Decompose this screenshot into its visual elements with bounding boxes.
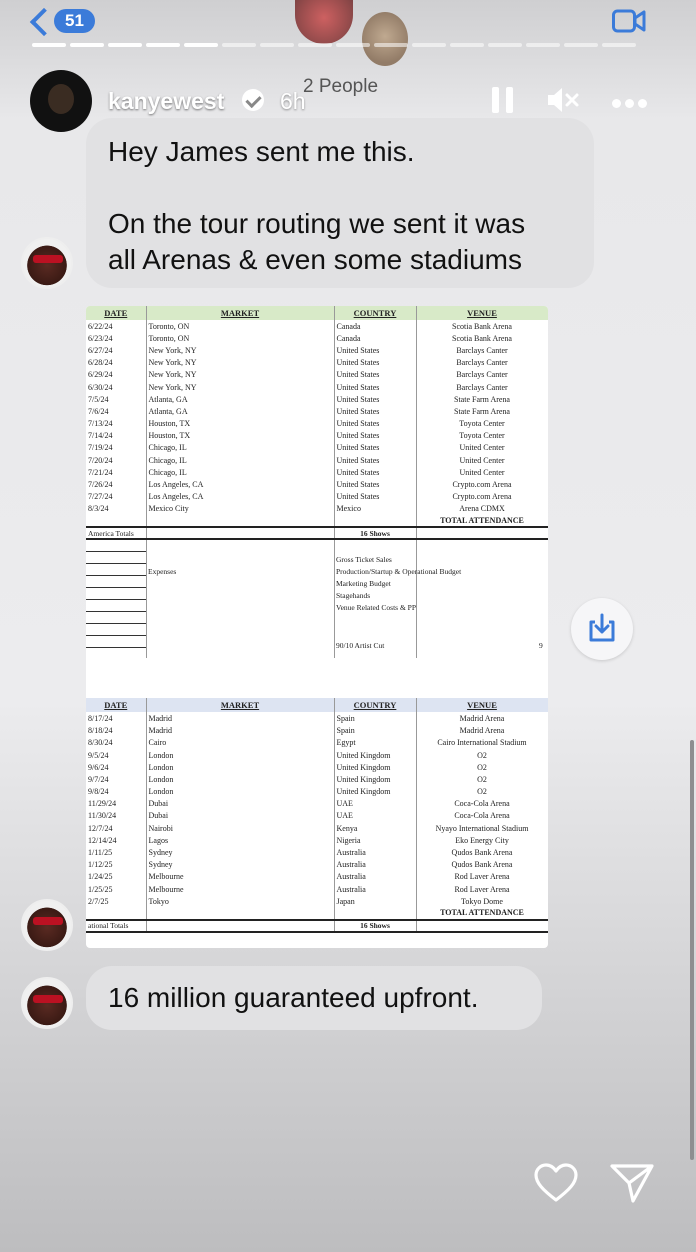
country-cell: Spain (334, 725, 416, 737)
table-row (86, 834, 548, 846)
mute-icon[interactable] (546, 85, 580, 115)
date-cell: 9/8/24 (86, 786, 146, 798)
date-cell: 7/26/24 (86, 478, 146, 490)
market-cell: Sydney (146, 846, 334, 858)
table-row (86, 503, 548, 515)
sender-avatar[interactable] (21, 237, 73, 289)
venue-cell: Barclays Canter (416, 381, 548, 393)
market-cell: London (146, 773, 334, 785)
col-header-country: COUNTRY (334, 698, 416, 712)
venue-cell: Cairo International Stadium (416, 737, 548, 749)
date-cell: 9/6/24 (86, 761, 146, 773)
date-cell: 11/30/24 (86, 810, 146, 822)
table-row (86, 846, 548, 858)
country-cell: United States (334, 405, 416, 417)
venue-cell: Qudos Bank Arena (416, 859, 548, 871)
market-cell: Madrid (146, 725, 334, 737)
col-header-date: DATE (86, 306, 146, 320)
expense-item: Production/Startup & Operational Budget (336, 567, 462, 577)
date-cell: 7/19/24 (86, 442, 146, 454)
venue-cell: State Farm Arena (416, 393, 548, 405)
col-header-venue: VENUE (416, 306, 548, 320)
table-row (86, 357, 548, 369)
sender-avatar[interactable] (21, 977, 73, 1029)
country-cell: United States (334, 369, 416, 381)
table-row (86, 773, 548, 785)
table-row (86, 332, 548, 344)
market-cell: London (146, 786, 334, 798)
send-icon[interactable] (609, 1162, 655, 1204)
totals-label: ational Totals (86, 920, 146, 932)
col-header-market: MARKET (146, 698, 334, 712)
date-cell: 7/20/24 (86, 454, 146, 466)
country-cell: United Kingdom (334, 773, 416, 785)
north-america-table (86, 306, 548, 540)
table-row (86, 430, 548, 442)
market-cell: New York, NY (146, 369, 334, 381)
country-cell: Canada (334, 332, 416, 344)
message-text: Hey James sent me this. (108, 136, 415, 167)
table-row (86, 895, 548, 907)
venue-cell: United Center (416, 466, 548, 478)
totals-label: America Totals (86, 527, 146, 539)
venue-cell: Coca-Cola Arena (416, 810, 548, 822)
message-text: 16 million guaranteed upfront. (108, 982, 479, 1013)
table-row (86, 749, 548, 761)
venue-cell: Rod Laver Arena (416, 883, 548, 895)
message-text: On the tour routing we sent it was (108, 208, 526, 239)
date-cell: 6/30/24 (86, 381, 146, 393)
progress-segment (70, 43, 104, 47)
col-header-market: MARKET (146, 306, 334, 320)
country-cell: Egypt (334, 737, 416, 749)
table-row (86, 418, 548, 430)
international-table (86, 698, 548, 932)
table-row (86, 737, 548, 749)
country-cell: United States (334, 491, 416, 503)
date-cell: 1/12/25 (86, 859, 146, 871)
date-cell: 7/13/24 (86, 418, 146, 430)
expenses-label: Expenses (148, 567, 177, 577)
table-row (86, 871, 548, 883)
market-cell: Chicago, IL (146, 454, 334, 466)
date-cell: 11/29/24 (86, 798, 146, 810)
sender-avatar[interactable] (21, 899, 73, 951)
expense-items (336, 554, 461, 614)
date-cell: 7/27/24 (86, 491, 146, 503)
country-cell: United States (334, 454, 416, 466)
market-cell: New York, NY (146, 357, 334, 369)
venue-cell: Barclays Canter (416, 369, 548, 381)
date-cell: 7/5/24 (86, 393, 146, 405)
table-row (86, 883, 548, 895)
artist-cut-label: 90/10 Artist Cut (336, 641, 385, 651)
chevron-left-icon (28, 6, 48, 36)
date-cell: 2/7/25 (86, 895, 146, 907)
country-cell: Mexico (334, 503, 416, 515)
country-cell: Canada (334, 320, 416, 332)
country-cell: UAE (334, 798, 416, 810)
progress-segment (108, 43, 142, 47)
country-cell: Nigeria (334, 834, 416, 846)
table-row (86, 320, 548, 332)
market-cell: London (146, 761, 334, 773)
venue-cell: Madrid Arena (416, 712, 548, 724)
table-row (86, 798, 548, 810)
progress-segment (374, 43, 408, 47)
progress-segment (602, 43, 636, 47)
country-cell: Australia (334, 883, 416, 895)
progress-segment (564, 43, 598, 47)
progress-segment (450, 43, 484, 47)
market-cell: Houston, TX (146, 430, 334, 442)
expense-item: Stagehands (336, 591, 371, 601)
date-cell: 9/5/24 (86, 749, 146, 761)
market-cell: Lagos (146, 834, 334, 846)
video-call-icon[interactable] (612, 8, 646, 34)
heart-icon[interactable] (533, 1162, 579, 1204)
total-attendance-label: TOTAL ATTENDANCE (416, 515, 548, 527)
progress-segment (336, 43, 370, 47)
venue-cell: United Center (416, 454, 548, 466)
country-cell: United Kingdom (334, 749, 416, 761)
market-cell: Mexico City (146, 503, 334, 515)
username[interactable]: kanyewest (108, 88, 225, 114)
market-cell: Houston, TX (146, 418, 334, 430)
venue-cell: Arena CDMX (416, 503, 548, 515)
country-cell: UAE (334, 810, 416, 822)
market-cell: Madrid (146, 712, 334, 724)
message-bubble[interactable] (86, 966, 542, 1030)
venue-cell: Qudos Bank Arena (416, 846, 548, 858)
country-cell: United Kingdom (334, 786, 416, 798)
progress-segment (222, 43, 256, 47)
shows-count: 16 Shows (334, 527, 416, 539)
country-cell: United States (334, 418, 416, 430)
table-row (86, 491, 548, 503)
venue-cell: Scotia Bank Arena (416, 332, 548, 344)
market-cell: Dubai (146, 798, 334, 810)
country-cell: Spain (334, 712, 416, 724)
country-cell: United States (334, 466, 416, 478)
progress-segment (412, 43, 446, 47)
date-cell: 6/27/24 (86, 344, 146, 356)
country-cell: United States (334, 430, 416, 442)
date-cell: 6/23/24 (86, 332, 146, 344)
country-cell: United Kingdom (334, 761, 416, 773)
venue-cell: O2 (416, 749, 548, 761)
col-header-country: COUNTRY (334, 306, 416, 320)
country-cell: Australia (334, 846, 416, 858)
col-header-date: DATE (86, 698, 146, 712)
date-cell: 7/6/24 (86, 405, 146, 417)
market-cell: London (146, 749, 334, 761)
back-button[interactable] (28, 6, 95, 36)
venue-cell: Tokyo Dome (416, 895, 548, 907)
shared-image-tour-spreadsheet[interactable] (86, 306, 548, 948)
shows-count: 16 Shows (334, 920, 416, 932)
venue-cell: Toyota Center (416, 418, 548, 430)
date-cell: 1/25/25 (86, 883, 146, 895)
venue-cell: Scotia Bank Arena (416, 320, 548, 332)
market-cell: Tokyo (146, 895, 334, 907)
date-cell: 8/18/24 (86, 725, 146, 737)
date-cell: 1/11/25 (86, 846, 146, 858)
market-cell: Dubai (146, 810, 334, 822)
unread-count-badge: 51 (54, 9, 95, 33)
venue-cell: O2 (416, 761, 548, 773)
date-cell: 6/28/24 (86, 357, 146, 369)
country-cell: Kenya (334, 822, 416, 834)
venue-cell: Rod Laver Arena (416, 871, 548, 883)
venue-cell: O2 (416, 773, 548, 785)
date-cell: 8/3/24 (86, 503, 146, 515)
market-cell: New York, NY (146, 381, 334, 393)
venue-cell: Barclays Canter (416, 357, 548, 369)
table-row (86, 344, 548, 356)
scrollbar[interactable] (690, 740, 694, 1160)
market-cell: Melbourne (146, 883, 334, 895)
venue-cell: Crypto.com Arena (416, 491, 548, 503)
table-row (86, 454, 548, 466)
date-cell: 12/7/24 (86, 822, 146, 834)
progress-segment (526, 43, 560, 47)
date-cell: 6/29/24 (86, 369, 146, 381)
progress-segment (488, 43, 522, 47)
venue-cell: Barclays Canter (416, 344, 548, 356)
table-row (86, 393, 548, 405)
market-cell: Chicago, IL (146, 442, 334, 454)
market-cell: Los Angeles, CA (146, 478, 334, 490)
country-cell: Australia (334, 859, 416, 871)
save-image-button[interactable] (571, 598, 633, 660)
market-cell: Sydney (146, 859, 334, 871)
message-text: all Arenas & even some stadiums (108, 244, 522, 275)
expense-item: Gross Ticket Sales (336, 555, 392, 565)
table-row (86, 381, 548, 393)
market-cell: Cairo (146, 737, 334, 749)
country-cell: Japan (334, 895, 416, 907)
group-avatar[interactable] (295, 0, 353, 44)
table-row (86, 859, 548, 871)
progress-segment (146, 43, 180, 47)
table-row (86, 761, 548, 773)
col-header-venue: VENUE (416, 698, 548, 712)
market-cell: Melbourne (146, 871, 334, 883)
table-row (86, 442, 548, 454)
country-cell: United States (334, 478, 416, 490)
people-count: 2 People (303, 76, 379, 97)
table-row (86, 466, 548, 478)
country-cell: United States (334, 344, 416, 356)
country-cell: United States (334, 381, 416, 393)
country-cell: Australia (334, 871, 416, 883)
message-bubble[interactable] (86, 118, 594, 288)
market-cell: Atlanta, GA (146, 405, 334, 417)
table-row (86, 712, 548, 724)
story-progress-bar (32, 43, 636, 47)
country-cell: United States (334, 393, 416, 405)
top-bar (0, 0, 696, 60)
country-cell: United States (334, 442, 416, 454)
market-cell: Los Angeles, CA (146, 491, 334, 503)
post-time: 6h (280, 88, 306, 114)
total-attendance-label: TOTAL ATTENDANCE (416, 907, 548, 919)
progress-segment (298, 43, 332, 47)
date-cell: 8/17/24 (86, 712, 146, 724)
date-cell: 12/14/24 (86, 834, 146, 846)
table-row (86, 369, 548, 381)
verified-badge-icon (242, 89, 264, 111)
venue-cell: Coca-Cola Arena (416, 798, 548, 810)
market-cell: Toronto, ON (146, 332, 334, 344)
pause-icon[interactable] (492, 87, 514, 113)
venue-cell: United Center (416, 442, 548, 454)
artist-cut-value: 9 (539, 641, 543, 651)
expenses-block (86, 540, 548, 658)
download-icon (571, 598, 633, 660)
venue-cell: Toyota Center (416, 430, 548, 442)
expense-item: Venue Related Costs & PP (336, 603, 416, 613)
expense-item: Marketing Budget (336, 579, 391, 589)
venue-cell: Eko Energy City (416, 834, 548, 846)
table-row (86, 725, 548, 737)
market-cell: Toronto, ON (146, 320, 334, 332)
venue-cell: Nyayo International Stadium (416, 822, 548, 834)
date-cell: 7/14/24 (86, 430, 146, 442)
market-cell: Chicago, IL (146, 466, 334, 478)
date-cell: 8/30/24 (86, 737, 146, 749)
market-cell: Atlanta, GA (146, 393, 334, 405)
venue-cell: O2 (416, 786, 548, 798)
table-row (86, 478, 548, 490)
market-cell: New York, NY (146, 344, 334, 356)
progress-segment (32, 43, 66, 47)
table-row (86, 405, 548, 417)
group-avatar[interactable] (362, 12, 408, 66)
venue-cell: Crypto.com Arena (416, 478, 548, 490)
market-cell: Nairobi (146, 822, 334, 834)
date-cell: 1/24/25 (86, 871, 146, 883)
progress-segment (184, 43, 218, 47)
progress-segment (260, 43, 294, 47)
table-row (86, 810, 548, 822)
date-cell: 9/7/24 (86, 773, 146, 785)
table-row (86, 822, 548, 834)
country-cell: United States (334, 357, 416, 369)
more-options-icon[interactable] (612, 95, 652, 105)
venue-cell: Madrid Arena (416, 725, 548, 737)
venue-cell: State Farm Arena (416, 405, 548, 417)
date-cell: 6/22/24 (86, 320, 146, 332)
date-cell: 7/21/24 (86, 466, 146, 478)
table-row (86, 786, 548, 798)
profile-avatar[interactable] (30, 70, 92, 132)
